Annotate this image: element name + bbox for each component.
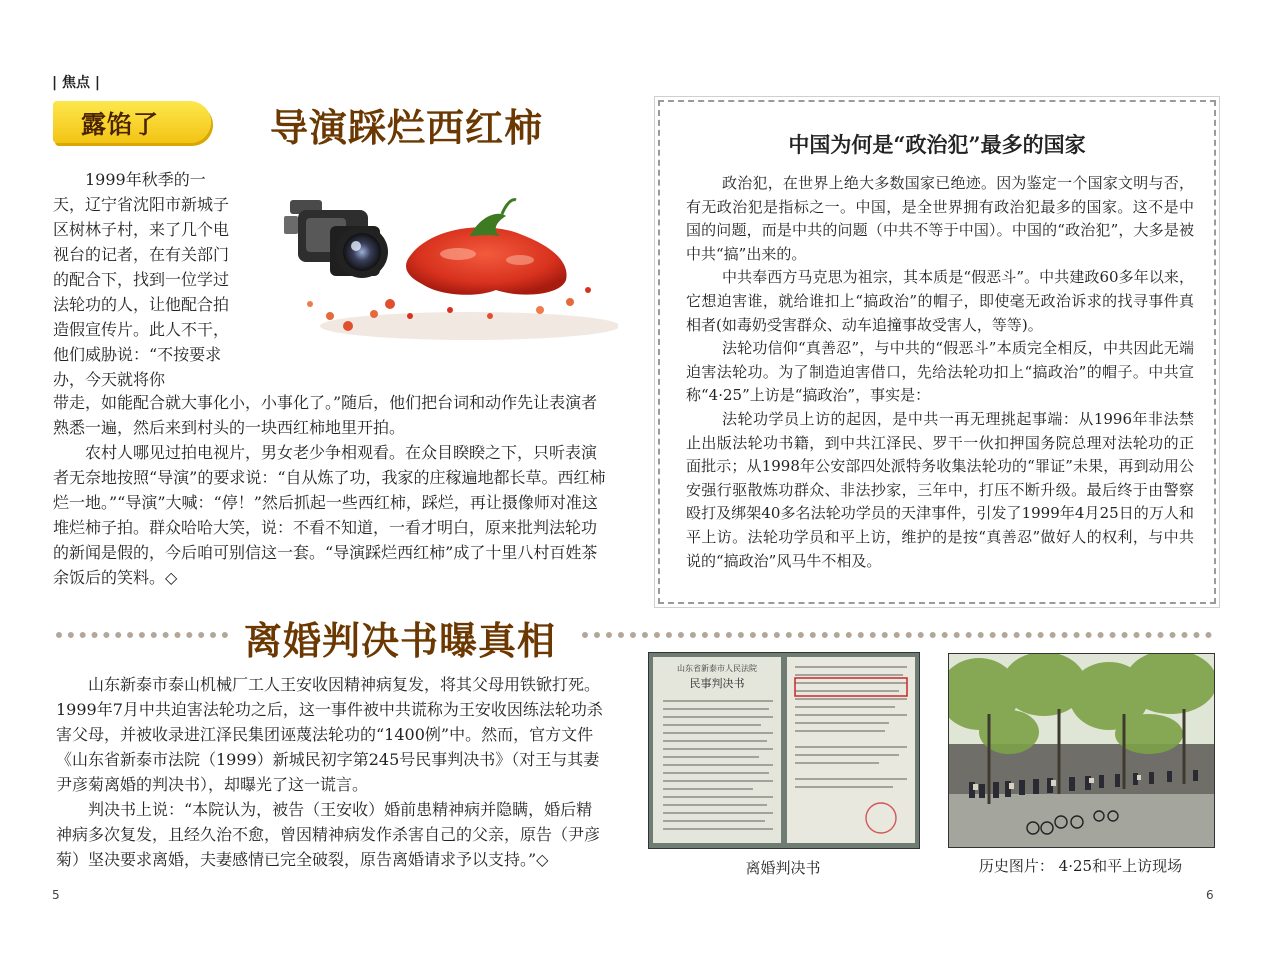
title-rule-left	[56, 632, 228, 638]
article2-paragraph-2: 判决书上说：“本院认为，被告（王安收）婚前患精神病并隐瞒，婚后精神病多次复发，且经久治不愈，曾因精神病发作杀害自己的父亲，原告（尹彦菊）坚决要求离婚，夫妻感情已完全破裂，原告离婚请求予以支持。”◇	[56, 800, 601, 869]
sidebar-paragraph-4: 法轮功学员上访的起因，是中共一再无理挑起事端：从1996年非法禁止出版法轮功书籍，到中共江泽民、罗干一伙扣押国务院总理对法轮功的正面批示；从1998年公安部四处派特务收集法轮功的“罪证”未果，再到动用公安强行驱散炼功群众、非法抄家，三年中，打压不断升级。最后终于由警察殴打及绑架40多名法轮功学员的天津事件，引发了1999年4月25日的万人和平上访。法轮功学员和平上访，维护的是按“真善忍”做好人的权利，与中共说的“搞政治”风马牛不相及。	[686, 409, 1194, 570]
sidebar-paragraph-2: 中共奉西方马克思为祖宗，其本质是“假恶斗”。中共建政60多年以来，它想迫害谁，就给谁扣上“搞政治”的帽子，即使毫无政治诉求的找寻事件真相者(如毒奶受害群众、动车追撞事故受害人，等等)。	[686, 268, 1194, 334]
article1-headline: 导演踩烂西红柿	[270, 105, 544, 150]
judgment-document-image	[649, 653, 919, 848]
sidebar-body	[686, 172, 1194, 573]
doc-title: 民事判决书	[689, 677, 745, 690]
article2-headline: 离婚判决书曝真相	[244, 618, 557, 663]
petition-caption: 历史图片： 4·25和平上访现场	[978, 857, 1183, 875]
political-prisoner-sidebar	[658, 100, 1216, 604]
article1-paragraph-1-top	[53, 167, 236, 392]
camera-tomato-svg	[270, 176, 618, 352]
video-camera-icon	[284, 200, 388, 278]
article1-paragraph-2: 农村人哪见过拍电视片，男女老少争相观看。在众目睽睽之下，只听表演者无奈地按照“导演”的要求说：“自从炼了功，我家的庄稼遍地都长草。西红柿烂一地。”“导演”大喊：“停！”然后抓起一些西红柿，踩烂，再让摄像师对准这堆烂柿子拍。群众哈哈大笑，说：不看不知道，一看才明白，原来批判法轮功的新闻是假的，今后咱可别信这一套。“导演踩烂西红柿”成了十里八村百姓茶余饭后的笑料。◇	[53, 443, 606, 587]
camera-tomato-illustration	[270, 176, 618, 352]
topic-badge-label: 露馅了	[81, 110, 160, 139]
sidebar-paragraph-1: 政治犯，在世界上绝大多数国家已绝迹。因为鉴定一个国家文明与否，有无政治犯是指标之一。中国，是全世界拥有政治犯最多的国家。这不是中国的问题，而是中共的问题（中共不等于中国）。中国的“政治犯”，大多是被中共“搞”出来的。	[686, 174, 1194, 263]
section-label: | 焦点 |	[52, 75, 100, 91]
topic-badge	[53, 101, 211, 143]
article1-paragraph-1-lines: 1999年秋季的一天，辽宁省沈阳市新城子区树林子村，来了几个电视台的记者，在有关部门的配合下，找到一位学过法轮功的人，让他配合拍造假宣传片。此人不干，他们威胁说：“不按要求办，今天就将你	[53, 170, 230, 389]
page-number-right: 6	[1206, 888, 1214, 902]
petition-scene-image	[949, 654, 1214, 847]
sidebar-title: 中国为何是“政治犯”最多的国家	[788, 132, 1086, 157]
page-number-left: 5	[52, 888, 60, 902]
doc-court-name: 山东省新泰市人民法院	[677, 664, 757, 673]
article1-paragraph-1-continued: 带走，如能配合就大事化小，小事化了。”随后，他们把台词和动作先让表演者熟悉一遍，然后来到村头的一块西红柿地里开拍。	[53, 393, 598, 437]
sidebar-paragraph-3: 法轮功信仰“真善忍”，与中共的“假恶斗”本质完全相反，中共因此无端迫害法轮功。为了制造迫害借口，先给法轮功扣上“搞政治”的帽子。中共宣称“4·25”上访是“搞政治”，事实是：	[686, 339, 1194, 405]
judgment-caption: 离婚判决书	[745, 859, 821, 877]
april-25-petition-photo	[948, 653, 1215, 848]
article2-body	[56, 672, 608, 872]
article2-paragraph-1: 山东新泰市泰山机械厂工人王安收因精神病复发，将其父母用铁锨打死。1999年7月中共迫害法轮功之后，这一事件被中共谎称为王安收因练法轮功杀害父母，并被收录进江泽民集团诬蔑法轮功的“1400例”中。然而，官方文件《山东省新泰市法院（1999）新城民初字第245号民事判决书》（对王与其妻尹彦菊离婚的判决书），却曝光了这一谎言。	[56, 675, 603, 794]
article1-body-wide	[53, 390, 609, 590]
title-rule-right	[582, 632, 1212, 638]
divorce-judgment-photo	[648, 652, 920, 849]
